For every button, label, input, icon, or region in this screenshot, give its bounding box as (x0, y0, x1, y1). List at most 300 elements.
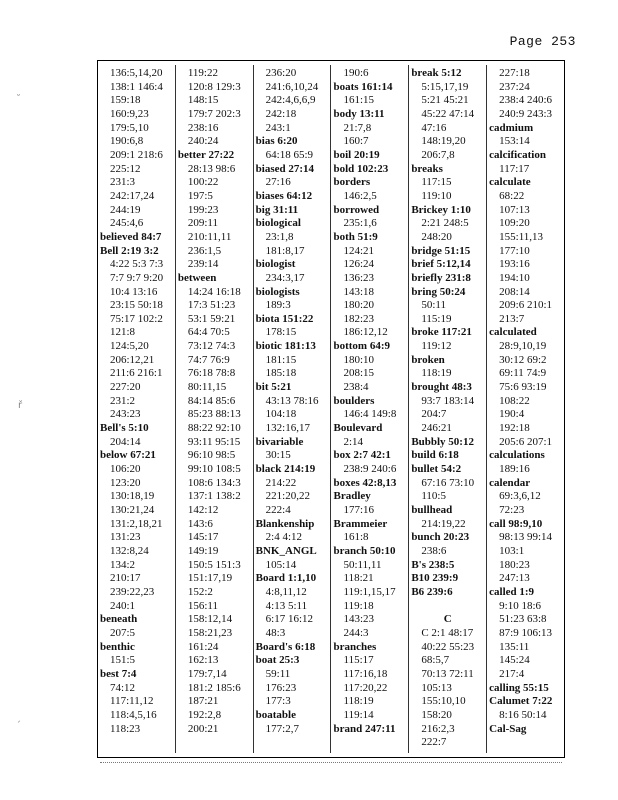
index-reference: 146:4 149:8 (343, 408, 397, 421)
index-reference: 150:5 151:3 (187, 558, 241, 571)
index-reference: 119:18 (343, 599, 374, 612)
index-reference: 59:11 (265, 667, 291, 680)
index-headword: bring 50:24 (411, 285, 466, 298)
index-reference: 216:2,3 (421, 722, 455, 735)
index-reference: 40:22 55:23 (421, 640, 475, 653)
index-reference: 227:20 (110, 381, 141, 394)
index-reference: 105:13 (421, 681, 452, 694)
index-headword: best 7:4 (100, 667, 137, 680)
index-reference: 240:9 243:3 (499, 107, 553, 120)
index-reference: 117:11,12 (110, 695, 154, 708)
index-reference: 121:8 (110, 326, 136, 339)
index-reference: 131:23 (110, 531, 141, 544)
index-reference: 103:1 (499, 544, 525, 557)
index-headword: better 27:22 (177, 148, 235, 161)
index-headword: Board 1:1,10 (255, 572, 317, 585)
index-reference: 21:7,8 (343, 121, 372, 134)
index-reference: 145:17 (187, 531, 219, 544)
index-reference: 28:13 98:6 (187, 162, 236, 175)
index-reference: 149:19 (187, 544, 219, 557)
index-reference: 115:19 (421, 312, 452, 325)
index-reference: 14:24 16:18 (187, 285, 241, 298)
index-reference: 70:13 72:11 (421, 667, 474, 680)
index-reference: 209:11 (187, 217, 218, 230)
margin-mark: ˏ (16, 712, 21, 723)
index-reference: 93:11 95:15 (187, 435, 241, 448)
index-reference: 138:1 146:4 (110, 80, 163, 93)
index-reference: 181:15 (265, 353, 297, 366)
index-reference: 242:18 (265, 107, 297, 120)
index-reference: 2:4 4:12 (265, 531, 303, 544)
index-reference: 189:16 (499, 463, 530, 476)
index-reference: 244:3 (343, 626, 369, 639)
index-reference: 192:18 (499, 422, 530, 435)
index-headword: boatable (255, 708, 296, 721)
index-reference: 50:11 (421, 299, 446, 312)
index-column-2 (176, 65, 254, 753)
index-reference: 177:2,7 (265, 722, 299, 735)
index-headword: biological (255, 217, 301, 230)
index-reference: 64:4 70:5 (187, 326, 230, 339)
index-reference: 244:19 (110, 203, 141, 216)
index-reference: 208:14 (499, 285, 530, 298)
index-reference: 132:8,24 (110, 544, 149, 557)
index-reference: 30:12 69:2 (499, 353, 547, 366)
index-headword: broke 117:21 (411, 326, 472, 339)
index-headword: both 51:9 (333, 230, 378, 243)
index-reference: 238:6 (421, 544, 447, 557)
index-reference: 204:7 (421, 408, 447, 421)
index-headword: bunch 20:23 (411, 531, 470, 544)
index-reference: 99:10 108:5 (187, 463, 241, 476)
index-reference: 17:3 51:23 (187, 299, 236, 312)
index-reference: 27:16 (265, 176, 291, 189)
index-headword: calcification (489, 148, 546, 161)
index-reference: 179:7,14 (187, 667, 227, 680)
index-headword: beneath (100, 613, 138, 626)
index-headword: B6 239:6 (411, 585, 453, 598)
index-headword: bias 6:20 (255, 135, 298, 148)
index-reference: 153:14 (499, 135, 530, 148)
index-headword: Bell 2:19 3:2 (100, 244, 159, 257)
index-reference: 190:6 (343, 67, 369, 79)
index-headword: bivariable (255, 435, 304, 448)
index-headword: boats 161:14 (333, 80, 393, 93)
index-reference: 87:9 106:13 (499, 626, 553, 639)
index-reference: 176:23 (265, 681, 297, 694)
index-headword: bullet 54:2 (411, 463, 462, 476)
index-reference: 108:22 (499, 394, 530, 407)
index-reference: 126:24 (343, 258, 375, 271)
index-reference: 68:22 (499, 189, 525, 202)
index-reference: 161:8 (343, 531, 369, 544)
index-headword: borrowed (333, 203, 380, 216)
index-headword: biases 64:12 (255, 189, 313, 202)
index-reference: 231:3 (110, 176, 136, 189)
index-reference: 6:17 16:12 (265, 613, 314, 626)
index-reference: 119:12 (421, 340, 452, 353)
index-reference: 142:12 (187, 504, 219, 516)
index-reference: 137:1 138:2 (187, 490, 241, 503)
index-headword: BNK_ANGL (255, 544, 317, 557)
index-headword: Boulevard (333, 422, 383, 435)
index-headword: between (177, 271, 217, 284)
index-reference: 159:18 (110, 94, 141, 107)
index-headword: boulders (333, 394, 375, 407)
index-reference: 110:5 (421, 490, 446, 503)
index-headword: boat 25:3 (255, 654, 300, 667)
index-reference: 117:17 (499, 162, 530, 175)
index-reference: 107:13 (499, 203, 530, 216)
index-reference: 204:14 (110, 435, 141, 448)
section-letter: $\overline{C}$ (443, 613, 452, 626)
index-reference: 217:4 (499, 667, 525, 680)
index-reference: 227:18 (499, 67, 530, 79)
index-headword: Blankenship (255, 517, 315, 530)
index-reference: 10:4 13:16 (110, 285, 158, 298)
index-reference: 180:20 (343, 299, 375, 312)
index-reference: 213:7 (499, 312, 525, 325)
index-headword: bridge 51:15 (411, 244, 471, 257)
index-reference: 151:17,19 (187, 572, 233, 585)
index-headword: biologists (255, 285, 300, 298)
index-reference: 242:4,6,6,9 (265, 94, 316, 107)
index-reference: 236:20 (265, 67, 297, 79)
index-reference: 23:15 50:18 (110, 299, 163, 312)
index-headword: calculations (489, 449, 545, 462)
index-headword: below 67:21 (100, 449, 156, 462)
index-reference: 221:20,22 (265, 490, 310, 503)
index-reference: 108:6 134:3 (187, 476, 241, 489)
index-reference: 105:14 (265, 558, 297, 571)
index-reference: 200:21 (187, 722, 219, 735)
index-headword: brief 5:12,14 (411, 258, 471, 271)
index-headword: borders (333, 176, 371, 189)
index-reference: 118:19 (343, 695, 374, 708)
index-reference: 146:2,5 (343, 189, 377, 202)
index-reference: 4:22 5:3 7:3 (110, 258, 164, 271)
index-reference: 151:5 (110, 654, 136, 667)
index-reference: 155:11,13 (499, 230, 544, 243)
index-reference: 234:3,17 (265, 271, 305, 284)
index-reference: 119:10 (421, 189, 452, 202)
index-reference: 161:15 (343, 94, 375, 107)
index-reference: 9:10 18:6 (499, 599, 542, 612)
index-headword: briefly 231:8 (411, 271, 471, 284)
index-headword: biased 27:14 (255, 162, 315, 175)
index-reference: 197:5 (187, 189, 213, 202)
index-reference: 131:2,18,21 (110, 517, 163, 530)
index-reference: 160:7 (343, 135, 369, 148)
index-reference: 7:7 9:7 9:20 (110, 271, 164, 284)
index-reference: 96:10 98:5 (187, 449, 236, 462)
index-reference: 187:21 (187, 695, 219, 708)
index-headword: brand 247:11 (333, 722, 396, 735)
index-headword: Calumet 7:22 (489, 695, 553, 708)
index-headword: Board's 6:18 (255, 640, 316, 653)
index-reference: 5:15,17,19 (421, 80, 469, 93)
index-reference: 180:10 (343, 353, 375, 366)
index-reference: 72:23 (499, 504, 525, 516)
index-reference: 238:9 240:6 (343, 463, 397, 476)
index-reference: 210:17 (110, 572, 141, 585)
index-headword: bit 5:21 (255, 381, 292, 394)
index-reference: 235:1,6 (343, 217, 377, 230)
index-reference: 119:22 (187, 67, 218, 79)
index-reference: 162:13 (187, 654, 219, 667)
index-reference: 98:13 99:14 (499, 531, 553, 544)
index-reference: 104:18 (265, 408, 297, 421)
index-reference: 117:16,18 (343, 667, 388, 680)
index-headword: branches (333, 640, 377, 653)
index-reference: 209:6 210:1 (499, 299, 553, 312)
index-headword: calendar (489, 476, 531, 489)
index-headword: bottom 64:9 (333, 340, 391, 353)
index-reference: 100:22 (187, 176, 219, 189)
index-reference: 130:18,19 (110, 490, 155, 503)
index-column-6 (487, 65, 564, 753)
index-reference: 119:1,15,17 (343, 585, 396, 598)
index-headword: black 214:19 (255, 463, 316, 476)
index-reference: 109:20 (499, 217, 530, 230)
index-reference: 69:3,6,12 (499, 490, 541, 503)
index-headword: body 13:11 (333, 107, 385, 120)
index-headword: branch 50:10 (333, 544, 396, 557)
index-reference: 158:20 (421, 708, 452, 721)
index-reference: 45:22 47:14 (421, 107, 475, 120)
index-reference: 225:12 (110, 162, 141, 175)
index-headword: calculate (489, 176, 531, 189)
index-headword: boil 20:19 (333, 148, 380, 161)
index-column-1 (98, 65, 176, 753)
index-reference: 75:17 102:2 (110, 312, 163, 325)
index-reference: 2:14 (343, 435, 364, 448)
index-reference: 143:6 (187, 517, 213, 530)
index-reference: 155:10,10 (421, 695, 466, 708)
index-reference: 23:1,8 (265, 230, 294, 243)
index-reference: 123:20 (110, 476, 141, 489)
index-headword: cadmium (489, 121, 534, 134)
index-reference: 93:7 183:14 (421, 394, 475, 407)
index-reference: 181:8,17 (265, 244, 305, 257)
index-reference: 84:14 85:6 (187, 394, 236, 407)
index-headword: biotic 181:13 (255, 340, 316, 353)
index-reference: 124:21 (343, 244, 375, 257)
index-reference: 124:5,20 (110, 340, 149, 353)
index-reference: 238:4 240:6 (499, 94, 553, 107)
index-reference: 190:6,8 (110, 135, 144, 148)
index-headword: B10 239:9 (411, 572, 459, 585)
index-reference: 179:5,10 (110, 121, 149, 134)
index-reference: 117:20,22 (343, 681, 388, 694)
index-reference: 243:23 (110, 408, 141, 421)
index-headword: call 98:9,10 (489, 517, 543, 530)
margin-mark: ř (18, 400, 23, 411)
index-reference: 53:1 59:21 (187, 312, 236, 325)
index-headword: big 31:11 (255, 203, 299, 216)
index-reference: 106:20 (110, 463, 141, 476)
index-reference: 64:18 65:9 (265, 148, 314, 161)
index-headword: B's 238:5 (411, 558, 455, 571)
index-reference: 185:18 (265, 367, 297, 380)
index-reference: 179:7 202:3 (187, 107, 241, 120)
index-reference: 222:7 (421, 736, 447, 749)
index-reference: 241:6,10,24 (265, 80, 319, 93)
index-headword: bullhead (411, 504, 453, 516)
index-reference: 143:18 (343, 285, 375, 298)
index-headword: benthic (100, 640, 135, 653)
index-reference: 240:24 (187, 135, 219, 148)
index-reference: 247:13 (499, 572, 530, 585)
index-reference: 161:24 (187, 640, 219, 653)
index-headword: biologist (255, 258, 296, 271)
index-reference: 199:23 (187, 203, 219, 216)
index-reference: 181:2 185:6 (187, 681, 241, 694)
index-reference: 50:11,11 (343, 558, 382, 571)
index-reference: 68:5,7 (421, 654, 450, 667)
index-reference: 236:1,5 (187, 244, 222, 257)
index-headword: build 6:18 (411, 449, 459, 462)
index-reference: 118:19 (421, 367, 452, 380)
index-reference: 148:19,20 (421, 135, 466, 148)
index-reference: 76:18 78:8 (187, 367, 236, 380)
index-reference: 214:19,22 (421, 517, 466, 530)
index-columns (98, 65, 564, 753)
index-reference: 2:21 248:5 (421, 217, 469, 230)
index-reference: 237:24 (499, 80, 530, 93)
index-reference: 207:5 (110, 626, 136, 639)
index-reference: 182:23 (343, 312, 375, 325)
index-reference: 156:11 (187, 599, 218, 612)
index-headword: Bubbly 50:12 (411, 435, 474, 448)
index-headword: breaks (411, 162, 443, 175)
index-reference: 245:4,6 (110, 217, 144, 230)
index-reference: 74:7 76:9 (187, 353, 230, 366)
index-reference: 67:16 73:10 (421, 476, 475, 489)
margin-mark: ˘ (16, 94, 21, 105)
index-reference: 238:16 (187, 121, 219, 134)
index-table (97, 60, 565, 758)
index-reference: 211:6 216:1 (110, 367, 163, 380)
index-reference: 5:21 45:21 (421, 94, 469, 107)
index-reference: 136:23 (343, 271, 375, 284)
index-reference: 177:10 (499, 244, 530, 257)
index-headword: calling 55:15 (489, 681, 549, 694)
index-reference: 115:17 (343, 654, 374, 667)
index-reference: 130:21,24 (110, 504, 155, 516)
index-column-5 (409, 65, 487, 753)
index-headword: called 1:9 (489, 585, 535, 598)
bottom-rule (100, 762, 562, 763)
index-reference: 158:12,14 (187, 613, 233, 626)
index-reference: 145:24 (499, 654, 530, 667)
index-reference: 189:3 (265, 299, 291, 312)
index-headword: Bell's 5:10 (100, 422, 149, 435)
index-reference: 178:15 (265, 326, 297, 339)
index-reference: 8:16 50:14 (499, 708, 547, 721)
index-reference: 208:15 (343, 367, 375, 380)
index-reference: 4:13 5:11 (265, 599, 308, 612)
index-reference: 243:1 (265, 121, 291, 134)
index-reference: 194:10 (499, 271, 530, 284)
index-reference: 242:17,24 (110, 189, 155, 202)
index-reference: 240:1 (110, 599, 136, 612)
index-reference: 134:2 (110, 558, 136, 571)
index-reference: 120:8 129:3 (187, 80, 241, 93)
index-reference: 88:22 92:10 (187, 422, 241, 435)
index-column-4 (331, 65, 409, 753)
index-reference: 47:16 (421, 121, 447, 134)
index-reference: 231:2 (110, 394, 136, 407)
index-reference: 132:16,17 (265, 422, 310, 435)
index-headword: Brammeier (333, 517, 388, 530)
index-reference: 190:4 (499, 408, 525, 421)
index-reference: 239:22,23 (110, 585, 155, 598)
index-headword: brought 48:3 (411, 381, 472, 394)
index-reference: 152:2 (187, 585, 213, 598)
index-headword: biota 151:22 (255, 312, 314, 325)
index-reference: 205:6 207:1 (499, 435, 553, 448)
index-reference: 148:15 (187, 94, 219, 107)
index-reference: 180:23 (499, 558, 530, 571)
index-reference: 118:21 (343, 572, 374, 585)
index-reference: 43:13 78:16 (265, 394, 319, 407)
index-reference: 75:6 93:19 (499, 381, 547, 394)
index-reference: 118:4,5,16 (110, 708, 157, 721)
index-reference: 209:1 218:6 (110, 148, 163, 161)
index-headword: bold 102:23 (333, 162, 389, 175)
index-headword: Bradley (333, 490, 371, 503)
index-headword: believed 84:7 (100, 230, 162, 243)
index-headword: boxes 42:8,13 (333, 476, 397, 489)
index-reference: 80:11,15 (187, 381, 227, 394)
index-reference: 118:23 (110, 722, 141, 735)
index-reference: 74:12 (110, 681, 136, 694)
index-reference: 30:15 (265, 449, 291, 462)
index-reference: 222:4 (265, 504, 291, 516)
index-reference: 214:22 (265, 476, 297, 489)
index-reference: 246:21 (421, 422, 452, 435)
index-reference: 73:12 74:3 (187, 340, 236, 353)
index-reference: 186:12,12 (343, 326, 388, 339)
index-headword: box 2:7 42:1 (333, 449, 391, 462)
index-reference: 248:20 (421, 230, 452, 243)
index-reference: 160:9,23 (110, 107, 149, 120)
index-headword: calculated (489, 326, 537, 339)
index-reference: 48:3 (265, 626, 286, 639)
index-reference: 210:11,11 (187, 230, 232, 243)
index-column-3 (254, 65, 332, 753)
index-reference: C 2:1 48:17 (421, 626, 474, 639)
index-reference: 177:3 (265, 695, 291, 708)
index-reference: 28:9,10,19 (499, 340, 547, 353)
index-reference: 117:15 (421, 176, 452, 189)
index-reference: 239:14 (187, 258, 219, 271)
index-reference: 136:5,14,20 (110, 67, 163, 79)
index-reference: 192:2,8 (187, 708, 222, 721)
index-reference: 177:16 (343, 504, 375, 516)
page-number: Page 253 (509, 34, 576, 49)
index-reference: 206:12,21 (110, 353, 155, 366)
index-reference: 51:23 63:8 (499, 613, 547, 626)
index-headword: broken (411, 353, 445, 366)
index-reference: 238:4 (343, 381, 369, 394)
index-reference: 158:21,23 (187, 626, 233, 639)
index-reference: 85:23 88:13 (187, 408, 241, 421)
index-reference: 143:23 (343, 613, 375, 626)
index-reference: 206:7,8 (421, 148, 455, 161)
index-headword: Brickey 1:10 (411, 203, 471, 216)
